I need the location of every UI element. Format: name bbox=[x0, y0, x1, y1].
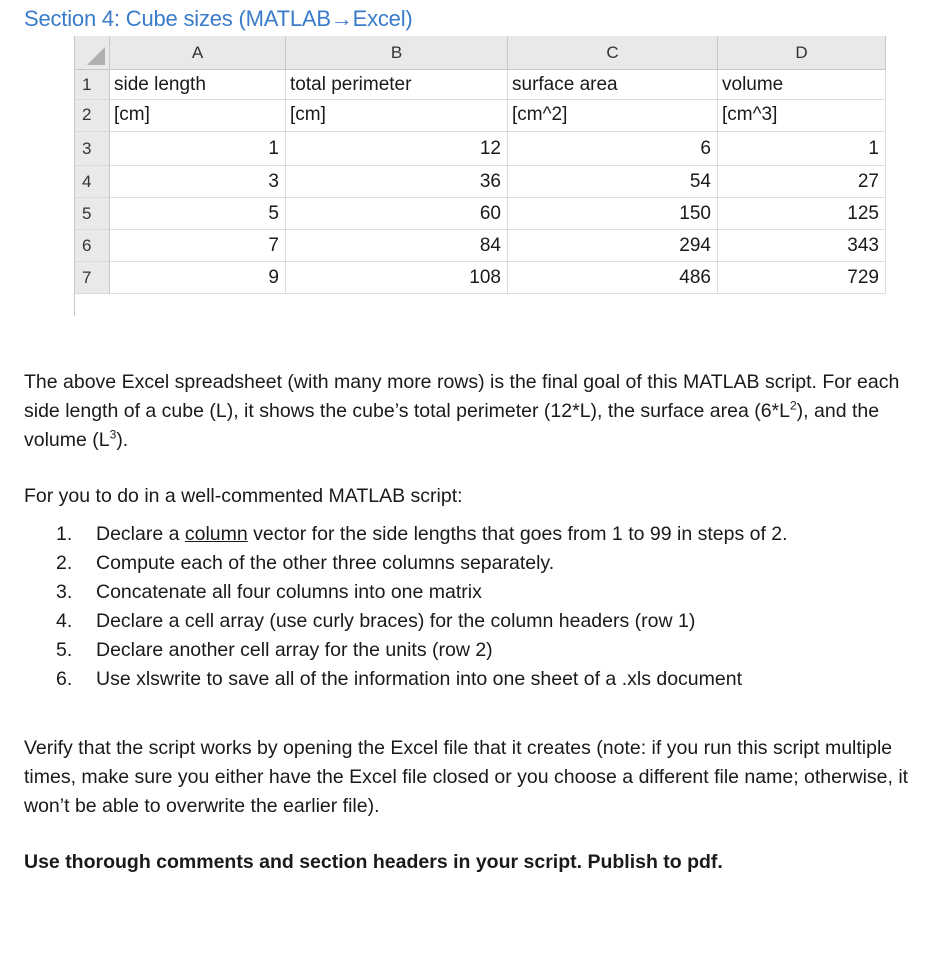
cell-a5[interactable]: 5 bbox=[110, 198, 286, 230]
cell-c7[interactable]: 486 bbox=[508, 262, 718, 294]
cell-a7[interactable]: 9 bbox=[110, 262, 286, 294]
row-header-5[interactable]: 5 bbox=[74, 198, 110, 230]
section-heading: Section 4: Cube sizes (MATLAB→Excel) bbox=[24, 6, 413, 31]
cell-c3[interactable]: 6 bbox=[508, 132, 718, 166]
cell-d3[interactable]: 1 bbox=[718, 132, 886, 166]
cell-a3[interactable]: 1 bbox=[110, 132, 286, 166]
row-header-6[interactable]: 6 bbox=[74, 230, 110, 262]
cell-a4[interactable]: 3 bbox=[110, 166, 286, 198]
cell-b5[interactable]: 60 bbox=[286, 198, 508, 230]
cell-c2[interactable]: [cm^2] bbox=[508, 100, 718, 132]
column-header-a[interactable]: A bbox=[110, 36, 286, 70]
cell-b7[interactable]: 108 bbox=[286, 262, 508, 294]
intro-paragraph: The above Excel spreadsheet (with many more rows) is the final goal of this MATLAB script. For each side length of a cube (L), it shows the cube’s total perimeter (12*L), the surface area $(6*L^2)$, and the volume $(L^3)$. bbox=[24, 371, 900, 451]
row-header-2[interactable]: 2 bbox=[74, 100, 110, 132]
list-item: 2. Compute each of the other three columns separately. bbox=[56, 552, 555, 574]
cell-b4[interactable]: 36 bbox=[286, 166, 508, 198]
cell-d7[interactable]: 729 bbox=[718, 262, 886, 294]
verify-paragraph: Verify that the script works by opening the Excel file that it creates (note: if you run this script multiple times, make sure you either have the Excel file closed or you choose a different file name; otherwise, it won’t be able to overwrite the earlier file). bbox=[24, 737, 909, 817]
cell-d5[interactable]: 125 bbox=[718, 198, 886, 230]
list-item: 6. Use xlswrite to save all of the information into one sheet of a .xls document bbox=[56, 668, 742, 690]
final-instruction: Use thorough comments and section headers in your script. Publish to pdf. bbox=[24, 851, 723, 873]
row-header-1[interactable]: 1 bbox=[74, 70, 110, 100]
spreadsheet bbox=[74, 36, 886, 316]
cell-d4[interactable]: 27 bbox=[718, 166, 886, 198]
list-item: 1. Declare a column vector for the side lengths that goes from 1 to 99 in steps of 2. bbox=[56, 523, 788, 545]
task-list bbox=[56, 520, 788, 694]
list-item: 5. Declare another cell array for the units (row 2) bbox=[56, 639, 493, 661]
cell-c5[interactable]: 150 bbox=[508, 198, 718, 230]
column-header-c[interactable]: C bbox=[508, 36, 718, 70]
cell-c6[interactable]: 294 bbox=[508, 230, 718, 262]
cell-c4[interactable]: 54 bbox=[508, 166, 718, 198]
row-header-7[interactable]: 7 bbox=[74, 262, 110, 294]
cell-a1[interactable]: side length bbox=[110, 70, 286, 100]
column-header-d[interactable]: D bbox=[718, 36, 886, 70]
cell-c1[interactable]: surface area bbox=[508, 70, 718, 100]
list-item: 4. Declare a cell array (use curly braces) for the column headers (row 1) bbox=[56, 610, 696, 632]
cell-d2[interactable]: [cm^3] bbox=[718, 100, 886, 132]
list-item: 3. Concatenate all four columns into one matrix bbox=[56, 581, 482, 603]
row-header-3[interactable]: 3 bbox=[74, 132, 110, 166]
cell-d1[interactable]: volume bbox=[718, 70, 886, 100]
cell-b3[interactable]: 12 bbox=[286, 132, 508, 166]
cell-b2[interactable]: [cm] bbox=[286, 100, 508, 132]
cell-d6[interactable]: 343 bbox=[718, 230, 886, 262]
todo-intro: For you to do in a well-commented MATLAB script: bbox=[24, 485, 463, 507]
cell-b6[interactable]: 84 bbox=[286, 230, 508, 262]
cell-a2[interactable]: [cm] bbox=[110, 100, 286, 132]
row-header-4[interactable]: 4 bbox=[74, 166, 110, 198]
cell-a6[interactable]: 7 bbox=[110, 230, 286, 262]
cell-b1[interactable]: total perimeter bbox=[286, 70, 508, 100]
column-header-b[interactable]: B bbox=[286, 36, 508, 70]
